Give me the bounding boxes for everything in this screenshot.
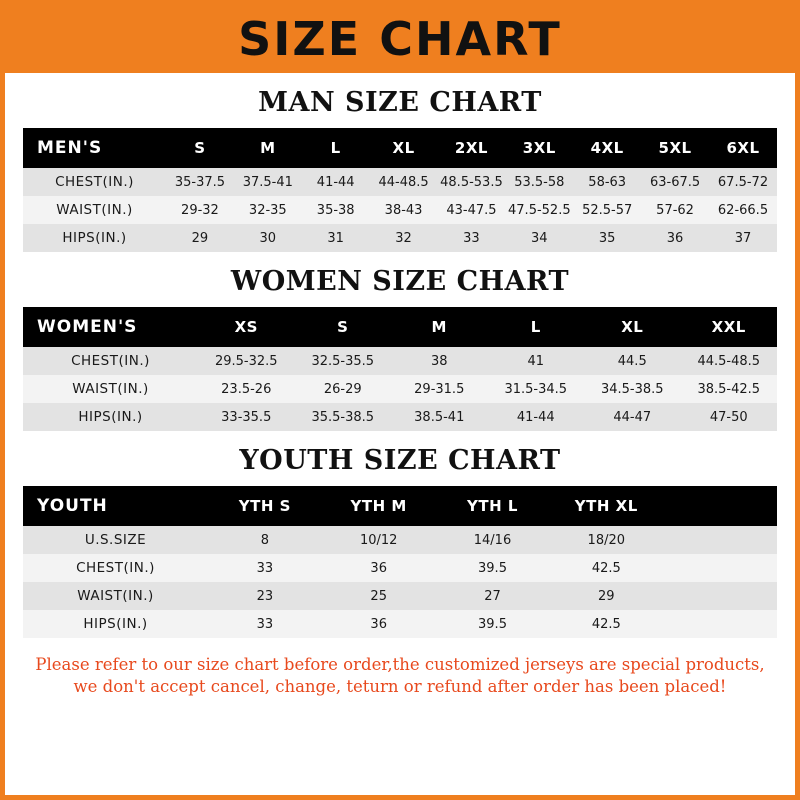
cell: 36	[322, 554, 436, 582]
table-header-row	[23, 486, 777, 526]
cell: 34	[505, 224, 573, 252]
table-row	[23, 375, 777, 403]
table-man-col-1: M	[234, 128, 302, 168]
cell: 43-47.5	[438, 196, 506, 224]
cell: 18/20	[549, 526, 663, 554]
section-women	[23, 266, 777, 431]
table-row	[23, 554, 777, 582]
cell: 31.5-34.5	[488, 375, 585, 403]
table-man-col-4: 2XL	[438, 128, 506, 168]
cell: 44-48.5	[370, 168, 438, 196]
cell: 57-62	[641, 196, 709, 224]
table-header-row	[23, 307, 777, 347]
table-man-col-6: 4XL	[573, 128, 641, 168]
table-women-col-4: XL	[584, 307, 681, 347]
table-women-corner: WOMEN'S	[23, 307, 198, 347]
table-youth-head	[23, 486, 777, 526]
row-label-hips: HIPS(IN.)	[23, 224, 166, 252]
table-women-col-0: XS	[198, 307, 295, 347]
cell-spacer	[663, 554, 777, 582]
table-women-col-1: S	[295, 307, 392, 347]
row-label-hips: HIPS(IN.)	[23, 610, 208, 638]
row-label-hips: HIPS(IN.)	[23, 403, 198, 431]
footer-note	[5, 654, 795, 699]
cell: 23	[208, 582, 322, 610]
cell: 35-38	[302, 196, 370, 224]
cell: 37	[709, 224, 777, 252]
section-title-women: WOMEN SIZE CHART	[230, 266, 570, 297]
table-youth-col-2: YTH L	[436, 486, 550, 526]
table-man-body	[23, 168, 777, 252]
cell: 37.5-41	[234, 168, 302, 196]
cell: 33	[208, 554, 322, 582]
cell: 41	[488, 347, 585, 375]
table-row	[23, 403, 777, 431]
cell: 23.5-26	[198, 375, 295, 403]
table-youth-corner: YOUTH	[23, 486, 208, 526]
table-women-col-5: XXL	[681, 307, 778, 347]
cell: 48.5-53.5	[438, 168, 506, 196]
row-label-chest: CHEST(IN.)	[23, 347, 198, 375]
cell: 29.5-32.5	[198, 347, 295, 375]
table-header-row	[23, 128, 777, 168]
cell: 35.5-38.5	[295, 403, 392, 431]
table-row	[23, 610, 777, 638]
cell: 14/16	[436, 526, 550, 554]
table-youth-col-3: YTH XL	[549, 486, 663, 526]
cell: 44.5	[584, 347, 681, 375]
cell: 52.5-57	[573, 196, 641, 224]
cell: 36	[322, 610, 436, 638]
cell: 26-29	[295, 375, 392, 403]
cell: 42.5	[549, 554, 663, 582]
cell: 44.5-48.5	[681, 347, 778, 375]
table-man-head	[23, 128, 777, 168]
table-man-col-0: S	[166, 128, 234, 168]
table-man-corner: MEN'S	[23, 128, 166, 168]
table-women	[23, 307, 777, 431]
cell: 10/12	[322, 526, 436, 554]
cell: 31	[302, 224, 370, 252]
cell: 33-35.5	[198, 403, 295, 431]
section-man	[23, 87, 777, 252]
table-women-head	[23, 307, 777, 347]
table-man-col-7: 5XL	[641, 128, 709, 168]
cell-spacer	[663, 582, 777, 610]
cell: 39.5	[436, 610, 550, 638]
cell: 35	[573, 224, 641, 252]
cell: 41-44	[302, 168, 370, 196]
cell: 39.5	[436, 554, 550, 582]
row-label-chest: CHEST(IN.)	[23, 554, 208, 582]
table-row	[23, 526, 777, 554]
cell: 42.5	[549, 610, 663, 638]
table-youth-col-1: YTH M	[322, 486, 436, 526]
section-youth	[23, 445, 777, 638]
cell: 47-50	[681, 403, 778, 431]
row-label-waist: WAIST(IN.)	[23, 375, 198, 403]
cell: 29-32	[166, 196, 234, 224]
cell: 30	[234, 224, 302, 252]
cell: 27	[436, 582, 550, 610]
cell: 29	[166, 224, 234, 252]
page-title: SIZE CHART	[238, 12, 562, 66]
table-youth-spacer	[663, 486, 777, 526]
cell: 8	[208, 526, 322, 554]
cell: 47.5-52.5	[505, 196, 573, 224]
cell: 32	[370, 224, 438, 252]
table-man-col-3: XL	[370, 128, 438, 168]
cell: 58-63	[573, 168, 641, 196]
cell: 63-67.5	[641, 168, 709, 196]
row-label-waist: WAIST(IN.)	[23, 582, 208, 610]
table-man-col-2: L	[302, 128, 370, 168]
cell: 33	[208, 610, 322, 638]
cell-spacer	[663, 610, 777, 638]
cell: 67.5-72	[709, 168, 777, 196]
table-row	[23, 224, 777, 252]
table-man	[23, 128, 777, 252]
table-women-col-2: M	[391, 307, 488, 347]
section-title-youth: YOUTH SIZE CHART	[239, 445, 561, 476]
table-man-col-5: 3XL	[505, 128, 573, 168]
table-women-body	[23, 347, 777, 431]
cell: 38	[391, 347, 488, 375]
cell: 38.5-42.5	[681, 375, 778, 403]
table-man-col-8: 6XL	[709, 128, 777, 168]
footer-line-2: we don't accept cancel, change, teturn or refund after order has been placed!	[73, 677, 727, 697]
row-label-chest: CHEST(IN.)	[23, 168, 166, 196]
cell: 38.5-41	[391, 403, 488, 431]
cell: 36	[641, 224, 709, 252]
table-row	[23, 168, 777, 196]
cell: 53.5-58	[505, 168, 573, 196]
chart-content	[5, 87, 795, 638]
table-youth	[23, 486, 777, 638]
row-label-us-size: U.S.SIZE	[23, 526, 208, 554]
table-row	[23, 582, 777, 610]
table-row	[23, 196, 777, 224]
table-youth-col-0: YTH S	[208, 486, 322, 526]
cell: 41-44	[488, 403, 585, 431]
cell: 29-31.5	[391, 375, 488, 403]
row-label-waist: WAIST(IN.)	[23, 196, 166, 224]
cell: 62-66.5	[709, 196, 777, 224]
cell: 32.5-35.5	[295, 347, 392, 375]
cell: 34.5-38.5	[584, 375, 681, 403]
cell-spacer	[663, 526, 777, 554]
table-women-col-3: L	[488, 307, 585, 347]
cell: 44-47	[584, 403, 681, 431]
cell: 35-37.5	[166, 168, 234, 196]
cell: 32-35	[234, 196, 302, 224]
cell: 29	[549, 582, 663, 610]
cell: 33	[438, 224, 506, 252]
header-band	[5, 5, 795, 73]
section-title-man: MAN SIZE CHART	[258, 87, 542, 118]
cell: 25	[322, 582, 436, 610]
table-row	[23, 347, 777, 375]
table-youth-body	[23, 526, 777, 638]
footer-line-1: Please refer to our size chart before order,the customized jerseys are special products,	[35, 655, 765, 674]
cell: 38-43	[370, 196, 438, 224]
